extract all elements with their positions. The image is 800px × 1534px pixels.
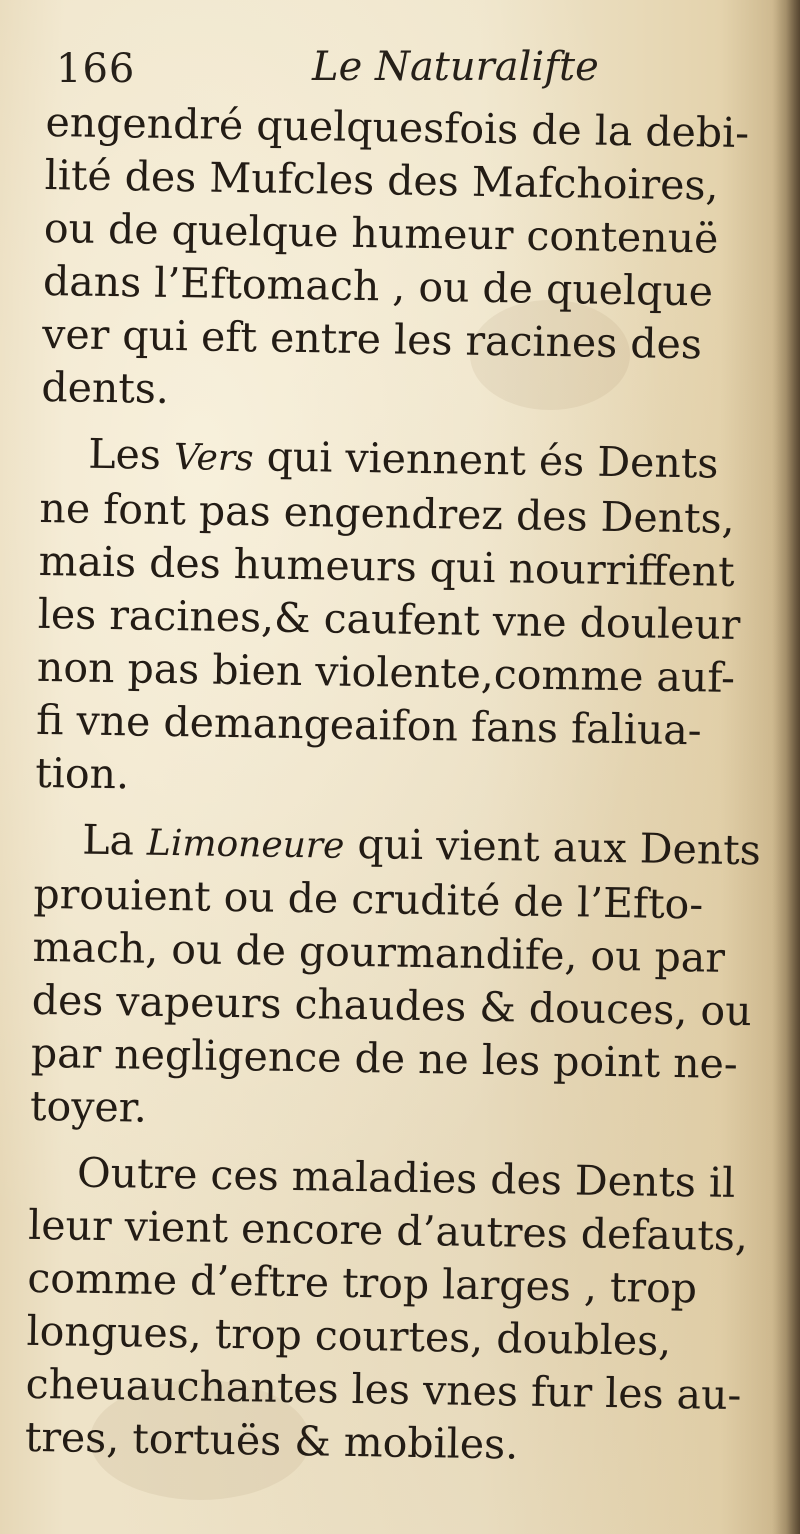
body-text xyxy=(24,96,766,1488)
text-run: toyer. xyxy=(29,1081,148,1132)
text-run: des vapeurs chaudes & douces, ou xyxy=(31,975,752,1036)
text-run: les racines,& caufent vne douleur xyxy=(37,589,741,649)
text-run: ver qui eft entre les racines des xyxy=(41,309,703,369)
text-run: qui viennent és Dents xyxy=(253,432,719,488)
text-line xyxy=(30,1080,751,1144)
page-number: 166 xyxy=(56,46,136,92)
text-run: longues, trop courtes, doubles, xyxy=(26,1306,672,1365)
text-run: mach, ou de gourmandife, ou par xyxy=(32,922,726,982)
italic-term: Limoneure xyxy=(146,822,345,867)
text-run: prouient ou de crudité de l’Efto- xyxy=(33,869,704,929)
paragraph-4 xyxy=(25,1146,750,1475)
text-line xyxy=(36,694,757,758)
text-run: lité des Mufcles des Mafchoires, xyxy=(44,150,719,210)
text-run: leur vient encore d’autres defauts, xyxy=(27,1200,749,1261)
text-run: engendré quelquesfois de la debi- xyxy=(45,97,750,158)
text-run: Les xyxy=(88,429,175,480)
paragraph-2 xyxy=(35,427,761,811)
running-title: Le Naturalifte xyxy=(312,44,599,90)
text-run: fi vne demangeaifon fans faliua- xyxy=(35,695,702,755)
text-run: dans l’Eftomach , ou de quelque xyxy=(42,256,714,316)
text-run: Outre ces maladies des Dents il xyxy=(76,1148,736,1207)
text-run: par negligence de ne les point ne- xyxy=(30,1028,739,1088)
text-run: tres, tortuës & mobiles. xyxy=(24,1412,519,1469)
text-line xyxy=(25,1411,746,1475)
text-run: non pas bien violente,comme auf- xyxy=(36,642,736,702)
text-run: tion. xyxy=(34,748,130,799)
text-run: ne font pas engendrez des Dents, xyxy=(39,483,736,543)
text-run: mais des humeurs qui nourriffent xyxy=(38,536,735,596)
text-run: La xyxy=(81,815,148,865)
paragraph-1 xyxy=(41,96,766,425)
paragraph-3 xyxy=(29,813,762,1144)
text-run: cheuauchantes les vnes fur les au- xyxy=(25,1359,742,1420)
text-run: comme d’eftre trop larges , trop xyxy=(27,1253,698,1313)
text-line xyxy=(41,361,762,425)
text-run: dents. xyxy=(41,362,170,413)
text-run: qui vient aux Dents xyxy=(344,819,762,875)
italic-term: Vers xyxy=(173,437,254,480)
text-run: ou de quelque humeur contenuë xyxy=(43,203,719,263)
page-gutter-shadow xyxy=(772,0,800,1534)
page-header xyxy=(56,40,736,100)
text-line xyxy=(35,747,756,811)
